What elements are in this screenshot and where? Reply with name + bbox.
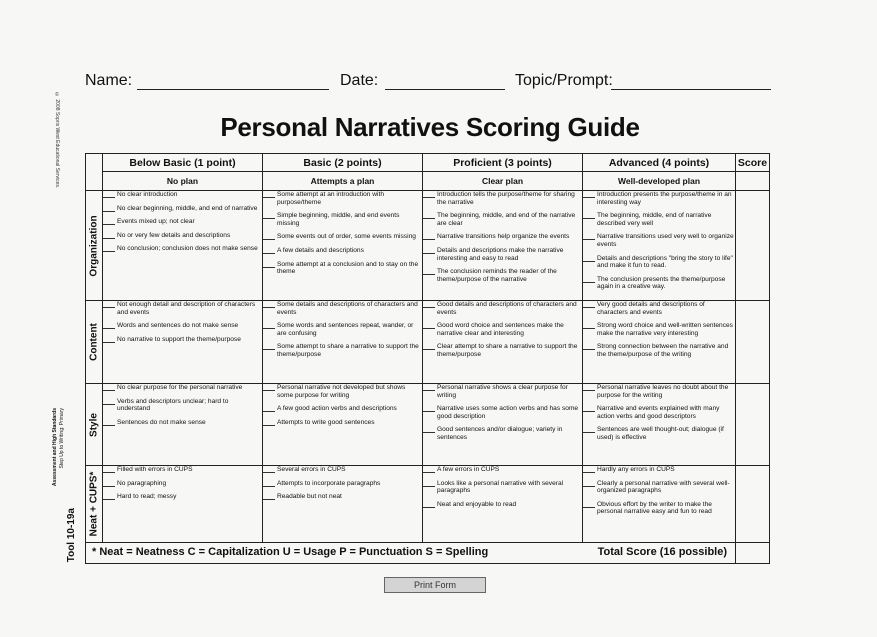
criterion-item: The conclusion presents the theme/purpose again in a creative way. <box>583 276 735 291</box>
footer-cell <box>86 543 736 564</box>
score-input-organization[interactable] <box>736 191 770 301</box>
criteria-cell <box>263 466 423 543</box>
col-header-advanced: Advanced (4 points) <box>583 154 736 172</box>
subheader-basic: Attempts a plan <box>263 172 423 191</box>
criteria-cell <box>423 384 583 466</box>
criterion-item: Introduction tells the purpose/theme for sharing the narrative <box>423 191 582 206</box>
criterion-item: Simple beginning, middle, and end events missing <box>263 212 422 227</box>
criterion-item: Narrative uses some action verbs and has some good description <box>423 405 582 420</box>
criterion-item: Some words and sentences repeat, wander, or are confusing <box>263 322 422 337</box>
book-title: Assessment and High Standards <box>52 408 58 487</box>
topic-label: Topic/Prompt: <box>515 72 613 89</box>
criterion-item: The beginning, middle, and end of the narrative are clear <box>423 212 582 227</box>
criterion-item: Details and descriptions "bring the story to life" and make it fun to read. <box>583 255 735 270</box>
criterion-item: Some attempt at an introduction with purpose/theme <box>263 191 422 206</box>
topic-field[interactable] <box>611 89 771 90</box>
criterion-item: Sentences are well thought-out; dialogue (if used) is effective <box>583 426 735 441</box>
criterion-item: Neat and enjoyable to read <box>423 501 582 509</box>
criteria-cell <box>263 384 423 466</box>
col-header-score: Score <box>736 154 770 172</box>
criteria-cell <box>103 384 263 466</box>
tool-number: Tool 10-19a <box>66 508 77 563</box>
criterion-item: Sentences do not make sense <box>103 419 262 427</box>
criterion-item: Narrative and events explained with many action verbs and good descriptors <box>583 405 735 420</box>
criterion-item: Personal narrative shows a clear purpose for writing <box>423 384 582 399</box>
criterion-item: Several errors in CUPS <box>263 466 422 474</box>
criterion-item: The conclusion reminds the reader of the theme/purpose of the narrative <box>423 268 582 283</box>
criterion-item: Attempts to write good sentences <box>263 419 422 427</box>
criterion-item: Hard to read; messy <box>103 493 262 501</box>
criterion-item: Details and descriptions make the narrative interesting and easy to read <box>423 247 582 262</box>
row-organization <box>86 191 770 301</box>
score-input-neat-cups[interactable] <box>736 466 770 543</box>
criterion-item: Clearly a personal narrative with several well-organized paragraphs <box>583 480 735 495</box>
chapter-title: Step Up to Writing: Primary <box>59 408 65 469</box>
subheader-below-basic: No plan <box>103 172 263 191</box>
criterion-item: Filled with errors in CUPS <box>103 466 262 474</box>
criterion-item: No or very few details and descriptions <box>103 232 262 240</box>
criterion-item: Some attempt to share a narrative to support the theme/purpose <box>263 343 422 358</box>
scoring-table <box>85 153 770 564</box>
col-header-below-basic: Below Basic (1 point) <box>103 154 263 172</box>
criteria-cell <box>583 466 736 543</box>
copyright-notice: © 2008 Sopris West Educational Services. <box>54 92 60 189</box>
category-style: Style <box>86 384 103 466</box>
criterion-item: Strong connection between the narrative and the theme/purpose of the writing <box>583 343 735 358</box>
criterion-item: A few errors in CUPS <box>423 466 582 474</box>
row-content <box>86 301 770 384</box>
criteria-cell <box>103 466 263 543</box>
criterion-item: A few good action verbs and descriptions <box>263 405 422 413</box>
criterion-item: Some details and descriptions of characters and events <box>263 301 422 316</box>
criterion-item: No clear beginning, middle, and end of narrative <box>103 205 262 213</box>
criteria-cell <box>103 191 263 301</box>
category-organization: Organization <box>86 191 103 301</box>
row-style <box>86 384 770 466</box>
criteria-cell <box>583 301 736 384</box>
criterion-item: Personal narrative not developed but shows some purpose for writing <box>263 384 422 399</box>
level-header-row <box>86 154 770 172</box>
subheader-score <box>736 172 770 191</box>
total-score-label: Total Score (16 possible) <box>597 546 727 558</box>
criterion-item: Verbs and descriptors unclear; hard to understand <box>103 398 262 413</box>
total-score-input[interactable] <box>736 543 770 564</box>
criterion-item: Looks like a personal narrative with several paragraphs <box>423 480 582 495</box>
student-header <box>85 72 775 92</box>
criterion-item: Clear attempt to share a narrative to support the theme/purpose <box>423 343 582 358</box>
criterion-item: Events mixed up; not clear <box>103 218 262 226</box>
criterion-item: Hardly any errors in CUPS <box>583 466 735 474</box>
criterion-item: No clear purpose for the personal narrative <box>103 384 262 392</box>
date-field[interactable] <box>385 89 505 90</box>
criterion-item: Some attempt at a conclusion and to stay on the theme <box>263 261 422 276</box>
category-neat-cups: Neat + CUPS* <box>86 466 103 543</box>
plan-subheader-row <box>86 172 770 191</box>
criterion-item: Narrative transitions used very well to organize events <box>583 233 735 248</box>
criterion-item: Introduction presents the purpose/theme in an interesting way <box>583 191 735 206</box>
criterion-item: Good word choice and sentences make the narrative clear and interesting <box>423 322 582 337</box>
criterion-item: A few details and descriptions <box>263 247 422 255</box>
criterion-item: Narrative transitions help organize the events <box>423 233 582 241</box>
score-input-style[interactable] <box>736 384 770 466</box>
criterion-item: Not enough detail and description of characters and events <box>103 301 262 316</box>
criterion-item: No narrative to support the theme/purpose <box>103 336 262 344</box>
criterion-item: Very good details and descriptions of characters and events <box>583 301 735 316</box>
page-title: Personal Narratives Scoring Guide <box>220 112 640 142</box>
criteria-cell <box>263 191 423 301</box>
criterion-item: Attempts to incorporate paragraphs <box>263 480 422 488</box>
criterion-item: Words and sentences do not make sense <box>103 322 262 330</box>
tool-reference <box>52 408 82 568</box>
date-label: Date: <box>340 72 379 89</box>
subheader-proficient: Clear plan <box>423 172 583 191</box>
corner-cell <box>86 154 103 191</box>
criterion-item: Good details and descriptions of characters and events <box>423 301 582 316</box>
criteria-cell <box>583 384 736 466</box>
criteria-cell <box>423 301 583 384</box>
criteria-cell <box>103 301 263 384</box>
criterion-item: Personal narrative leaves no doubt about the purpose for the writing <box>583 384 735 399</box>
name-label: Name: <box>85 72 133 89</box>
criteria-cell <box>583 191 736 301</box>
footer-row <box>86 543 770 564</box>
criterion-item: No clear introduction <box>103 191 262 199</box>
criteria-cell <box>423 191 583 301</box>
score-input-content[interactable] <box>736 301 770 384</box>
criterion-item: Strong word choice and well-written sentences make the narrative very interesting <box>583 322 735 337</box>
criterion-item: Readable but not neat <box>263 493 422 501</box>
category-content: Content <box>86 301 103 384</box>
criteria-cell <box>423 466 583 543</box>
criterion-item: Obvious effort by the writer to make the personal narrative easy and fun to read <box>583 501 735 516</box>
cups-legend: * Neat = Neatness C = Capitalization U = Usage P = Punctuation S = Spelling <box>92 546 489 558</box>
row-neat-cups <box>86 466 770 543</box>
criteria-cell <box>263 301 423 384</box>
col-header-proficient: Proficient (3 points) <box>423 154 583 172</box>
criterion-item: The beginning, middle, end of narrative described very well <box>583 212 735 227</box>
criterion-item: Some events out of order, some events missing <box>263 233 422 241</box>
col-header-basic: Basic (2 points) <box>263 154 423 172</box>
criterion-item: Good sentences and/or dialogue; variety in sentences <box>423 426 582 441</box>
criterion-item: No paragraphing <box>103 480 262 488</box>
print-form-button[interactable]: Print Form <box>384 577 486 593</box>
subheader-advanced: Well-developed plan <box>583 172 736 191</box>
name-field[interactable] <box>137 89 329 90</box>
criterion-item: No conclusion; conclusion does not make sense <box>103 245 262 253</box>
